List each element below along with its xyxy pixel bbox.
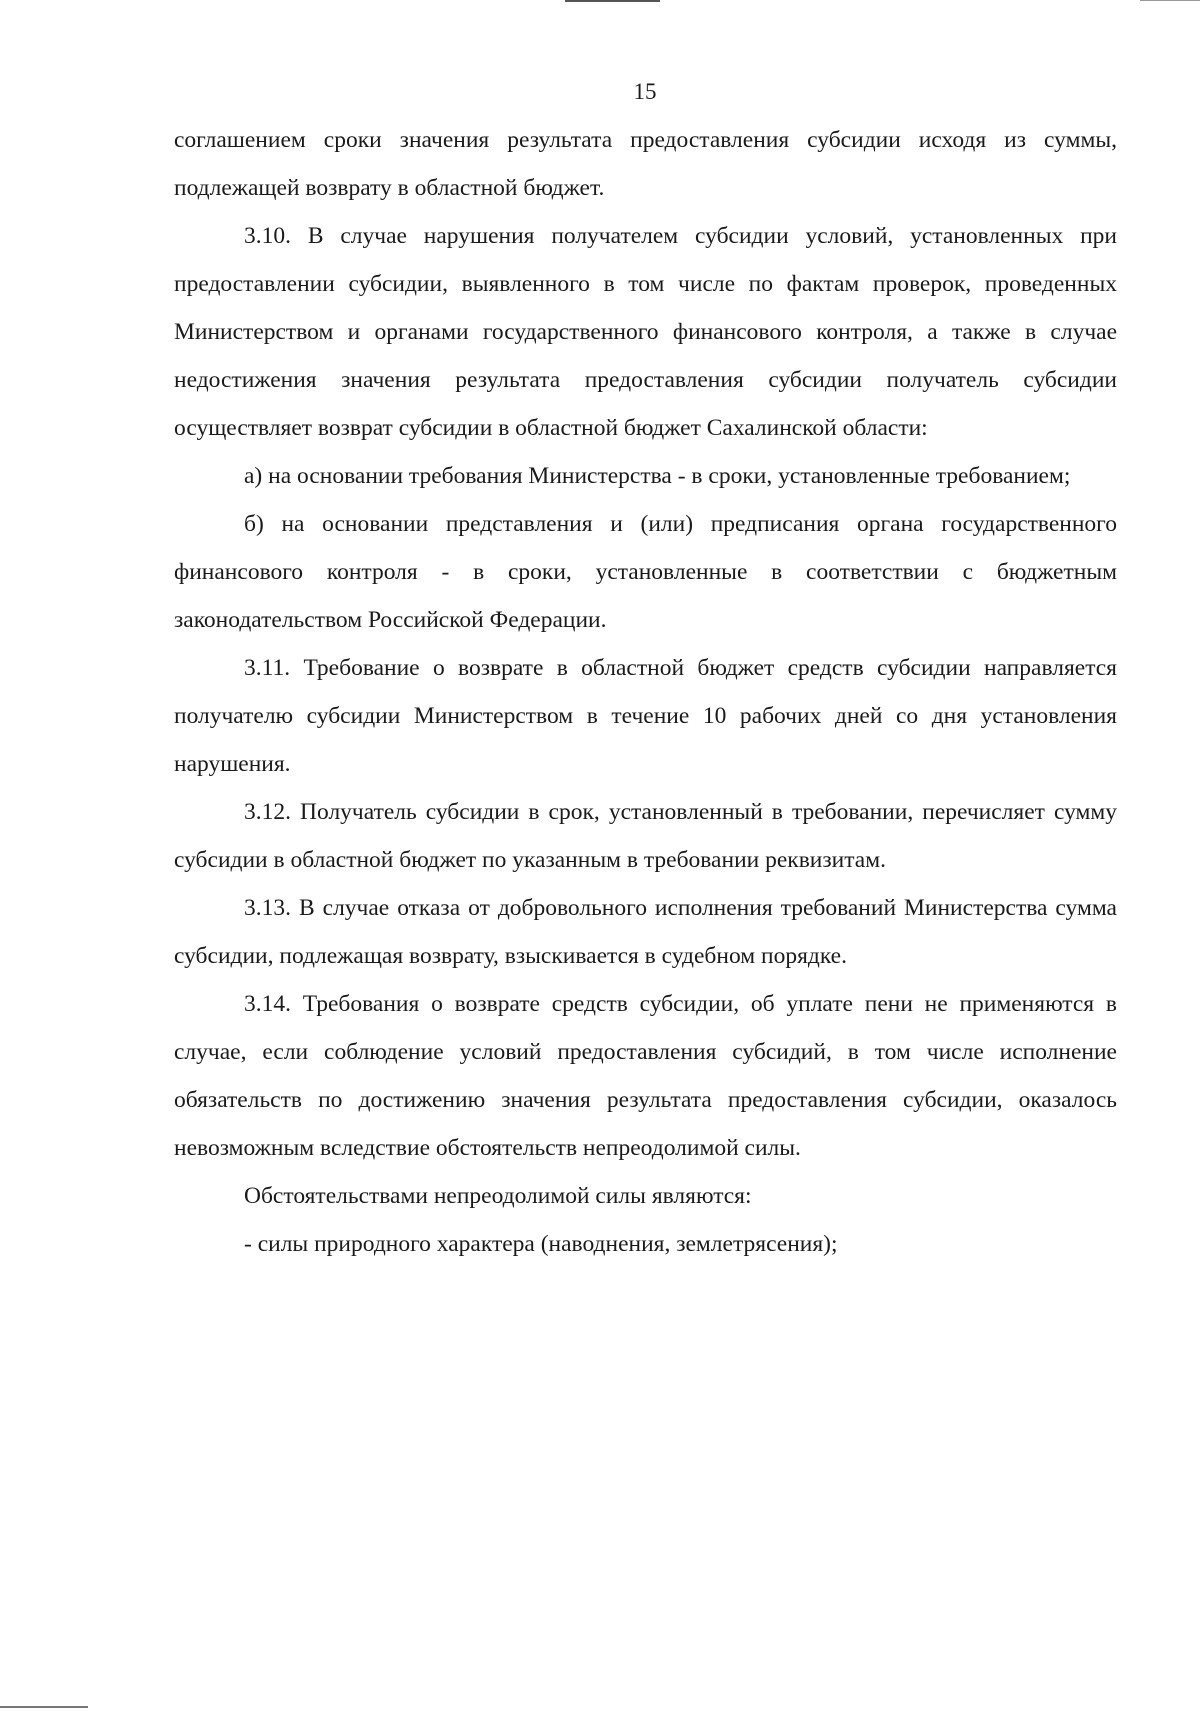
paragraph-3-10: 3.10. В случае нарушения получателем субсидии условий, установленных при предоставлении субсидии, выявленного в том числе по фактам проверок, проведенных Министерством и органами государственного финансового контроля, а также в случае недостижения значения результата предоставления субсидии получатель субсидии осуществляет возврат субсидии в областной бюджет Сахалинской области: xyxy=(174,223,1117,441)
paragraph-force-majeure-item: - силы природного характера (наводнения, землетрясения); xyxy=(244,1231,838,1257)
paragraph-continuation: соглашением сроки значения результата предоставления субсидии исходя из суммы, подлежащей возврату в областной бюджет. xyxy=(174,127,1117,201)
document-body xyxy=(174,116,1117,1268)
scan-artifact-line xyxy=(565,0,660,2)
paragraph-3-11: 3.11. Требование о возврате в областной бюджет средств субсидии направляется получателю субсидии Министерством в течение 10 рабочих дней со дня установления нарушения. xyxy=(174,655,1117,777)
paragraph-item-b: б) на основании представления и (или) предписания органа государственного финансового контроля - в сроки, установленные в соответствии с бюджетным законодательством Российской Федерации. xyxy=(174,511,1117,633)
page-number: 15 xyxy=(633,79,657,104)
paragraph-3-12: 3.12. Получатель субсидии в срок, установленный в требовании, перечисляет сумму субсидии в областной бюджет по указанным в требовании реквизитам. xyxy=(174,799,1117,873)
paragraph-item-a: а) на основании требования Министерства - в сроки, установленные требованием; xyxy=(244,463,1071,489)
paragraph-force-majeure-heading: Обстоятельствами непреодолимой силы являются: xyxy=(244,1183,752,1209)
paragraph-3-13: 3.13. В случае отказа от добровольного исполнения требований Министерства сумма субсидии, подлежащая возврату, взыскивается в судебном порядке. xyxy=(174,895,1117,969)
scan-artifact-line xyxy=(0,1706,88,1708)
scan-artifact-line xyxy=(1140,0,1200,1)
paragraph-3-14: 3.14. Требования о возврате средств субсидии, об уплате пени не применяются в случае, если соблюдение условий предоставления субсидий, в том числе исполнение обязательств по достижению значения результата предоставления субсидии, оказалось невозможным вследствие обстоятельств непреодолимой силы. xyxy=(174,991,1117,1161)
